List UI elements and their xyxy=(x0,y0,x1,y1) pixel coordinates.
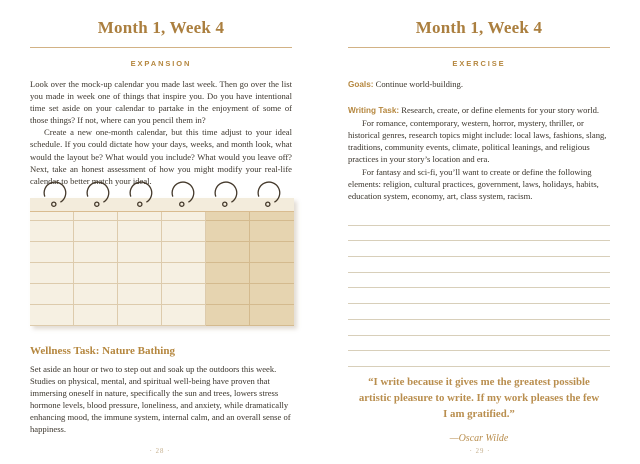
calendar-cell xyxy=(30,284,74,305)
calendar-cell xyxy=(162,212,206,221)
section-label-exercise: EXERCISE xyxy=(452,59,506,68)
ruled-line xyxy=(348,273,610,289)
paragraph: Look over the mock-up calendar you made last week. Then go over the list you made in week one of things that inspire you. Do you have intentional time set aside on your calendar to partake in the enjoyment of some of those things? If not, where can you pencil them in? xyxy=(30,79,292,126)
paragraph: For romance, contemporary, western, horror, mystery, thriller, or historical genres, research topics might include: local laws, fashions, slang, traditions, community events, climate, political leanings, and religious practices in your story’s location and era. xyxy=(348,118,607,165)
ruled-line xyxy=(348,257,610,273)
ruled-line xyxy=(348,226,610,242)
calendar-cell xyxy=(206,263,250,284)
calendar-cell xyxy=(30,305,74,326)
calendar-cell xyxy=(118,212,162,221)
ruled-line xyxy=(348,241,610,257)
calendar-cell xyxy=(206,242,250,263)
calendar-cell xyxy=(250,212,294,221)
right-page xyxy=(320,0,640,464)
calendar-cell xyxy=(30,212,74,221)
calendar-grid xyxy=(30,212,294,326)
ruled-line xyxy=(348,304,610,320)
writing-task-label: Writing Task: xyxy=(348,106,400,116)
calendar-cell xyxy=(74,305,118,326)
calendar-cell xyxy=(206,221,250,242)
calendar-cell xyxy=(118,305,162,326)
calendar-cell xyxy=(118,242,162,263)
calendar-cell xyxy=(118,221,162,242)
calendar-cell xyxy=(206,305,250,326)
binder-ring-icon xyxy=(85,180,111,207)
title-divider xyxy=(348,47,610,48)
calendar-cell xyxy=(118,263,162,284)
exercise-text xyxy=(348,78,610,202)
quote-attribution: —Oscar Wilde xyxy=(449,433,509,444)
calendar-cell xyxy=(30,221,74,242)
calendar-rings xyxy=(30,180,294,206)
calendar-cell xyxy=(30,242,74,263)
calendar-cell xyxy=(30,263,74,284)
calendar-cell xyxy=(206,212,250,221)
calendar-cell xyxy=(206,284,250,305)
goals-line xyxy=(348,78,610,91)
ruled-lines xyxy=(348,210,610,367)
ruled-line xyxy=(348,351,610,367)
binder-ring-icon xyxy=(128,180,154,207)
page-title: Month 1, Week 4 xyxy=(415,18,543,37)
section-label-expansion: EXPANSION xyxy=(130,59,192,68)
ruled-line xyxy=(348,210,610,226)
wellness-task-body: Set aside an hour or two to step out and soak up the outdoors this week. Studies on physical, mental, and spiritual well-being have proven that immersing oneself in nature, specifically the sun and trees, lowers stress hormone levels, blood pressure, loneliness, and anxiety, while dramatically enhancing mood, the immune system, internal calm, and an overall sense of happiness. xyxy=(30,364,291,435)
quote-section xyxy=(348,374,610,444)
goals-text: Continue world-building. xyxy=(375,79,464,89)
binder-ring-icon xyxy=(213,180,239,207)
wellness-task-heading: Wellness Task: Nature Bathing xyxy=(30,345,175,357)
title-divider xyxy=(30,47,292,48)
binder-ring-icon xyxy=(256,180,282,207)
writing-task-text: Research, create, or define elements for your story world. xyxy=(401,105,600,116)
ruled-line xyxy=(348,336,610,352)
binder-ring-icon xyxy=(170,180,196,207)
calendar-cell xyxy=(74,242,118,263)
page-number-right: · 29 · xyxy=(469,448,491,455)
calendar-cell xyxy=(118,284,162,305)
calendar-cell xyxy=(250,305,294,326)
page-number-left: · 28 · xyxy=(149,448,171,455)
paragraph: Create a new one-month calendar, but this time adjust to your ideal schedule. If you could dictate how your days, weeks, and month look, what would the layout be? What would you include? What would you leave off? Next, take an honest assessment of how you might modify your real-life calendar to better match your ideal. xyxy=(30,127,292,186)
calendar-illustration xyxy=(30,180,294,326)
calendar-cell xyxy=(250,284,294,305)
calendar-cell xyxy=(162,263,206,284)
wellness-task-section xyxy=(30,345,292,436)
calendar-cell xyxy=(250,242,294,263)
binder-ring-icon xyxy=(42,180,68,207)
ruled-line xyxy=(348,320,610,336)
paragraph: For fantasy and sci-fi, you’ll want to create or define the following elements: religion, cultural practices, government, laws, holidays, habits, education system, economy, art, class system, racism. xyxy=(348,166,599,201)
quote-text: “I write because it gives me the greatest possible artistic pleasure to write. If my work pleases the few I am gratified.” xyxy=(358,376,600,420)
calendar-cell xyxy=(250,221,294,242)
calendar-cell xyxy=(162,284,206,305)
calendar-cell xyxy=(74,212,118,221)
calendar-cell xyxy=(74,221,118,242)
calendar-cell xyxy=(162,221,206,242)
page-title: Month 1, Week 4 xyxy=(97,18,225,37)
writing-task-line xyxy=(348,104,610,117)
calendar-cell xyxy=(74,284,118,305)
expansion-text xyxy=(30,78,292,187)
calendar-cell xyxy=(250,263,294,284)
ruled-line xyxy=(348,288,610,304)
calendar-cell xyxy=(162,242,206,263)
calendar-cell xyxy=(74,263,118,284)
goals-label: Goals: xyxy=(348,80,374,89)
calendar-cell xyxy=(162,305,206,326)
calendar-sheet xyxy=(30,198,294,326)
